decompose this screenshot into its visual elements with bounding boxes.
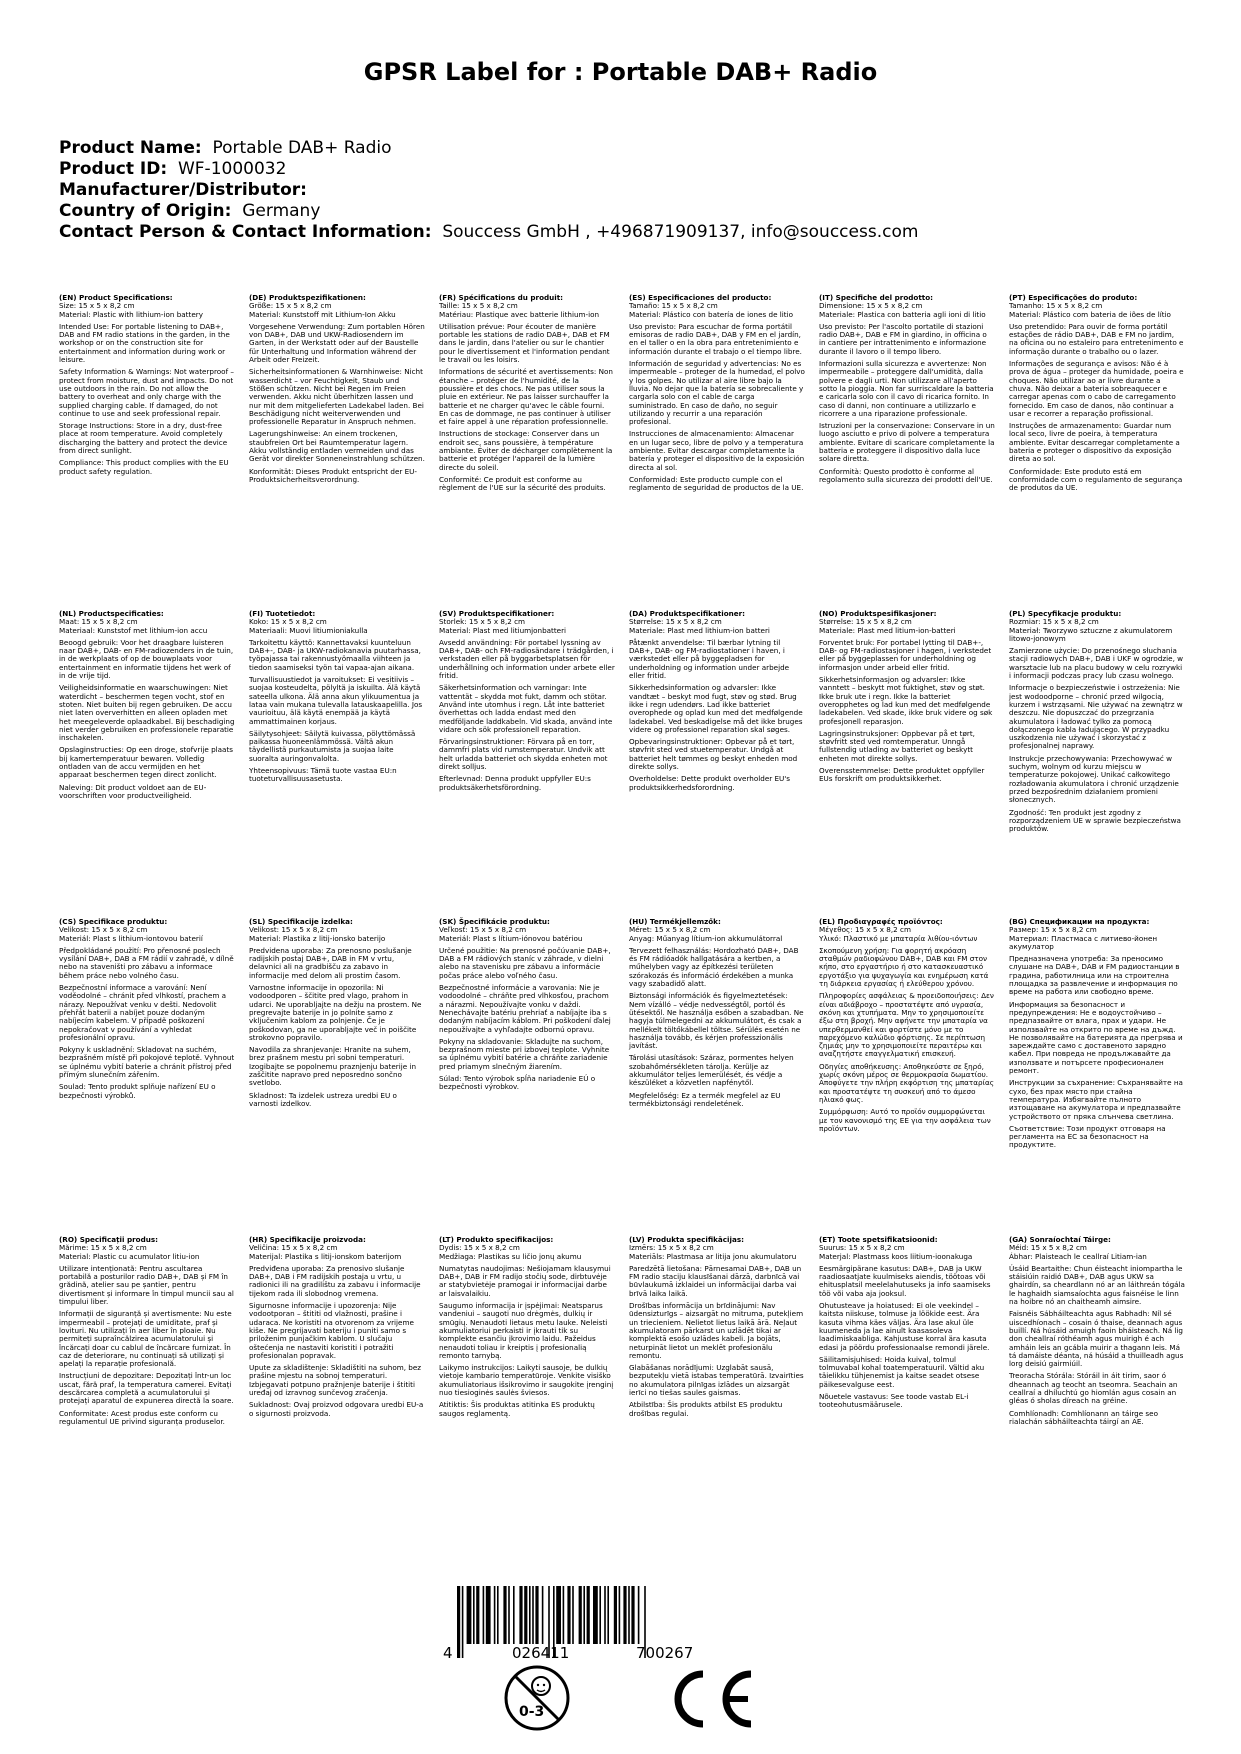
- section-size: Veličina: 15 x 5 x 8,2 cm: [249, 1243, 338, 1253]
- section-paragraph: Informacje o bezpieczeństwie i ostrzeżenia: Nie jest wodoodporne – chronić przed wilgocią, kurzem i wstrząsami. Nie używać na zewnątrz w deszczu. Nie dopuszczać do przegrzania akumulatora i ładować tylko za pomocą dołączonego kabla ładującego. W przypadku uszkodzenia nie używać i skorzystać z profesjonalnej naprawy.: [1009, 683, 1183, 751]
- section-paragraph: Veiligheidsinformatie en waarschuwingen: Niet waterdicht – beschermen tegen vocht, stof en stoten. Niet buiten bij regen gebruiken. De accu niet laten oververhitten en alleen opladen met het meegeleverde oplaadkabel. Bij beschadiging niet verder gebruiken en professionele reparatie inschakelen.: [59, 683, 235, 743]
- barcode-bar: [532, 1586, 534, 1644]
- section-heading: (RO) Specificații produs:: [59, 1235, 158, 1244]
- section-paragraph: Materiaali: Muovi litiumioniakulla: [249, 625, 368, 635]
- section-paragraph: Sukladnost: Ovaj proizvod odgovara uredbi EU-a o sigurnosti proizvoda.: [249, 1400, 424, 1418]
- section-heading: (ES) Especificaciones del producto:: [629, 293, 772, 302]
- section-size: Méret: 15 x 5 x 8,2 cm: [629, 925, 711, 935]
- section-paragraph: Материал: Пластмаса с литиево-йонен акумулатор: [1009, 933, 1158, 951]
- barcode-bar: [599, 1586, 601, 1644]
- section-paragraph: Conformidade: Este produto está em conformidade com o regulamento de segurança de produtos da UE.: [1009, 466, 1183, 493]
- spec-section: [819, 1236, 1009, 1430]
- section-paragraph: Tarkoitettu käyttö: Kannettavaksi kuunteluun DAB+-, DAB- ja UKW-radiokanavia puutarhassa, työpajassa tai rakennustyömaalla viihteen ja tiedon saamiseksi työn tai vapaa-ajan aikana.: [249, 637, 421, 672]
- section-paragraph: Predvidena uporaba: Za prenosno poslušanje radijskih postaj DAB+, DAB in FM v vrtu, delavnici ali na gradbišču za zabavo in informacije med delom ali prostim časom.: [249, 945, 412, 980]
- section-paragraph: Comhlíonadh: Comhlíonann an táirge seo rialachán sábháilteachta táirgí an AE.: [1009, 1408, 1158, 1426]
- section-paragraph: Compliance: This product complies with the EU product safety regulation.: [59, 458, 229, 476]
- section-heading: (GA) Sonraíochtaí Táirge:: [1009, 1235, 1111, 1244]
- section-paragraph: Υλικό: Πλαστικό με μπαταρία λιθίου-ιόντων: [819, 933, 978, 943]
- section-paragraph: Förvaringsinstruktioner: Förvara på en torr, dammfri plats vid rumstemperatur. Undvik att helt urladda batteriet och skydda enheten mot direkt solljus.: [439, 737, 608, 772]
- section-paragraph: Súlad: Tento výrobok spĺňa nariadenie EÚ o bezpečnosti výrobkov.: [439, 1074, 596, 1092]
- barcode-bar: [524, 1586, 527, 1644]
- section-paragraph: Bezpečnostní informace a varování: Není voděodolné – chránit před vlhkostí, prachem a nárazy. Nepoužívat venku v dešti. Nedovolit přehřát baterii a nabíjet pouze dodaným nabíjecím kabelem. V případě poškození nepokračovat v používání a vyhledat profesionální opravu.: [59, 983, 227, 1042]
- section-size: Mărime: 15 x 5 x 8,2 cm: [59, 1243, 147, 1253]
- section-paragraph: Atbilstība: Šis produkts atbilst ES produktu drošības regulai.: [629, 1400, 783, 1418]
- spec-section: [819, 918, 1009, 1154]
- barcode-bar: [607, 1586, 609, 1644]
- section-paragraph: Sikkerhedsinformation og advarsler: Ikke vandtæt – beskyt mod fugt, støv og stød. Brug ikke i regn udendørs. Lad ikke batteriet overophede og oplad kun med det medfølgende ladekabel. Ved beskadigelse må det ikke bruges videre og professionel reparation skal søges.: [629, 683, 803, 734]
- section-size: Μέγεθος: 15 x 5 x 8,2 cm: [819, 925, 911, 935]
- barcode-bar: [614, 1586, 617, 1644]
- barcode-group-2: 700267: [636, 1644, 694, 1662]
- spec-section: [439, 1236, 629, 1430]
- section-paragraph: Πληροφορίες ασφάλειας & προειδοποιήσεις: Δεν είναι αδιάβροχο – προστατέψτε από υγρασία, σκόνη και χτυπήματα. Μην το χρησιμοποιείτε έξω στη βροχή. Μην αφήνετε την μπαταρία να υπερθερμανθεί και φορτίστε μόνο με το παρεχόμενο καλώδιο φόρτισης. Σε περίπτωση ζημιάς μην το χρησιμοποιείτε περαιτέρω και αναζητήστε επαγγελματική επισκευή.: [819, 991, 994, 1059]
- section-paragraph: Σκοπούμενη χρήση: Για φορητή ακρόαση σταθμών ραδιοφώνου DAB+, DAB και FM στον κήπο, στο εργαστήριο ή στο κατασκευαστικό εργοτάξιο για ψυχαγωγία και ενημέρωση κατά τη διάρκεια εργασίας ή ελεύθερου χρόνου.: [819, 945, 989, 989]
- section-paragraph: Materiale: Plastica con batteria agli ioni di litio: [819, 309, 986, 319]
- section-paragraph: Material: Kunststoff mit Lithium-Ion Akku: [249, 309, 396, 319]
- section-heading: (HR) Specifikacije proizvoda:: [249, 1235, 366, 1244]
- section-paragraph: Uso pretendido: Para ouvir de forma portátil estações de rádio DAB+, DAB e FM no jardim, na oficina ou no estaleiro para entretenimento e informação durante o trabalho ou o lazer.: [1009, 321, 1184, 356]
- section-paragraph: Varnostne informacije in opozorila: Ni vodoodporen – ščitite pred vlago, prahom in udarci. Ne uporabljajte na dežju na prostem. Ne pregrevajte baterije in jo polnite samo z vključenim kablom za polnjenje. Če je poškodovan, ga ne uporabljajte več in poiščite strokovno popravilo.: [249, 983, 422, 1042]
- section-heading: (SV) Produktspecifikationer:: [439, 609, 555, 618]
- spec-section: [819, 610, 1009, 837]
- barcode-bar: [567, 1586, 570, 1644]
- section-paragraph: Sigurnosne informacije i upozorenja: Nije vodootporan – štititi od vlažnosti, prašine i udaraca. Ne koristiti na otvorenom za vrijeme kiše. Ne pregrijavati bateriju i puniti samo s priloženim punjačkim kablom. U slučaju oštećenja ne nastaviti koristiti i potražiti profesionalan popravak.: [249, 1301, 414, 1360]
- section-paragraph: Faisnéis Sábháilteachta agus Rabhadh: Níl sé uiscedhíonach – cosain ó thaise, deannach agus buillí. Ná húsáid amuigh faoin bháisteach. Ná lig don cheallraí róthéamh agus muirigh é ach amháin leis an gcábla muirir a thagann leis. Má tá damáiste déanta, ná húsáid a thuilleadh agus lorg deisiú gairmiúil.: [1009, 1309, 1184, 1369]
- section-paragraph: Určené použitie: Na prenosné počúvanie DAB+, DAB a FM rádiových staníc v záhrade, v dielni alebo na stavenisku pre zábavu a informácie počas práce alebo voľného času.: [439, 945, 611, 980]
- section-heading: (DE) Produktspezifikationen:: [249, 293, 366, 302]
- section-size: Maat: 15 x 5 x 8,2 cm: [59, 617, 138, 627]
- section-paragraph: Lagerungshinweise: An einem trockenen, staubfreien Ort bei Raumtemperatur lagern. Akku vollständig entladen vermeiden und das Gerät vor direkter Sonneneinstrahlung schützen.: [249, 429, 425, 464]
- section-paragraph: Materiaal: Kunststof met lithium-ion accu: [59, 625, 208, 635]
- section-paragraph: Avsedd användning: För portabel lyssning av DAB+, DAB- och FM-radiosändare i trädgården, i verkstaden eller på byggarbetsplatsen för underhållning och information under arbete eller fritid.: [439, 637, 615, 681]
- barcode-bar: [542, 1586, 544, 1644]
- section-paragraph: Megfelelőség: Ez a termék megfelel az EU termékbiztonsági rendeletének.: [629, 1090, 781, 1108]
- section-paragraph: Safety Information & Warnings: Not waterproof – protect from moisture, dust and impacts. Do not use outdoors in the rain. Do not allow the battery to overheat and only charge with the supplied charging cable. If damaged, do not continue to use and seek professional repair.: [59, 367, 234, 418]
- section-paragraph: Conformità: Questo prodotto è conforme al regolamento sulla sicurezza dei prodotti dell'UE.: [819, 466, 993, 484]
- section-paragraph: Συμμόρφωση: Αυτό το προϊόν συμμορφώνεται με τον κανονισμό της ΕΕ για την ασφάλεια των προϊόντων.: [819, 1107, 991, 1133]
- section-paragraph: Skladnost: Ta izdelek ustreza uredbi EU o varnosti izdelkov.: [249, 1090, 397, 1108]
- ce-mark-icon: [665, 1668, 755, 1730]
- section-paragraph: Uso previsto: Per l'ascolto portatile di stazioni radio DAB+, DAB e FM in giardino, in officina o in cantiere per intrattenimento e informazione durante il lavoro o il tempo libero.: [819, 321, 987, 356]
- spec-section: [249, 1236, 439, 1430]
- section-heading: (PL) Specyfikacje produktu:: [1009, 609, 1122, 618]
- barcode-bar: [457, 1586, 460, 1658]
- section-paragraph: Säkerhetsinformation och varningar: Inte vattentät – skydda mot fukt, damm och stötar. Använd inte utomhus i regn. Låt inte batteriet överhettas och ladda endast med den medföljande laddkabeln. Vid skada, använd inte vidare och sök professionell reparation.: [439, 683, 613, 734]
- barcode-bar: [529, 1586, 531, 1644]
- section-paragraph: Istruzioni per la conservazione: Conservare in un luogo asciutto e privo di polvere a temperatura ambiente. Evitare di scaricare completamente la batteria e proteggere il dispositivo dalla luce solare diretta.: [819, 421, 995, 464]
- section-paragraph: Úsáid Beartaithe: Chun éisteacht iniompartha le stáisiúin raidió DAB+, DAB agus UKW sa ghairdín, sa cheardlann nó ar an láithreán tógála le haghaidh siamsaíochta agus faisnéise le linn na hoibre nó an chaitheamh aimsire.: [1009, 1263, 1185, 1307]
- spec-section: [59, 918, 249, 1154]
- barcode-bar: [572, 1586, 574, 1644]
- section-paragraph: Instrucciones de almacenamiento: Almacenar en un lugar seco, libre de polvo y a temperatura ambiente. Evitar descargar completamente la batería y proteger el dispositivo de la exposición directa al sol.: [629, 429, 805, 472]
- spec-section: [439, 918, 629, 1154]
- spec-section: [439, 294, 629, 497]
- product-info: [59, 138, 1189, 243]
- section-heading: (FI) Tuotetiedot:: [249, 609, 316, 618]
- barcode-bar: [497, 1586, 499, 1644]
- section-size: Rozmiar: 15 x 5 x 8,2 cm: [1009, 617, 1099, 627]
- section-paragraph: Overensstemmelse: Dette produktet oppfyller EUs forskrift om produktsikkerhet.: [819, 766, 985, 784]
- section-size: Koko: 15 x 5 x 8,2 cm: [249, 617, 327, 627]
- barcode-bar: [593, 1586, 598, 1644]
- spec-section: [629, 294, 819, 497]
- section-paragraph: Informations de sécurité et avertissements: Non étanche – protéger de l'humidité, de la poussière et des chocs. Ne pas utiliser sous la pluie en extérieur. Ne pas laisser surchauffer la batterie et ne charger qu'avec le câble fourni. En cas de dommage, ne pas continuer à utiliser et faire appel à une réparation professionnelle.: [439, 367, 613, 427]
- section-paragraph: Navodila za shranjevanje: Hranite na suhem, brez prašnem mestu pri sobni temperaturi. Izogibajte se popolnemu praznjenju baterije in zaščitite napravo pred neposredno sončno svetlobo.: [249, 1045, 417, 1088]
- section-size: Размер: 15 x 5 x 8,2 cm: [1009, 925, 1097, 935]
- section-size: Storlek: 15 x 5 x 8,2 cm: [439, 617, 526, 627]
- barcode-bar: [631, 1586, 634, 1644]
- section-paragraph: Informații de siguranță și avertismente: Nu este impermeabil – protejați de umiditate, praf și lovituri. Nu utilizați în aer liber în ploaie. Nu permiteți supraîncălzirea acumulatorului și încărcați doar cu cablul de încărcare furnizat. În caz de deteriorare, nu continuați să utilizați și apelați la reparație profesională.: [59, 1309, 232, 1369]
- section-paragraph: Pokyny k uskladnění: Skladovat na suchém, bezprašném místě při pokojové teplotě. Vyhnout se úplnému vybití baterie a chránit přístroj před přímým slunečním zářením.: [59, 1045, 235, 1080]
- barcode-bar: [494, 1586, 496, 1644]
- section-size: Velikost: 15 x 5 x 8,2 cm: [59, 925, 148, 935]
- barcode-bar: [638, 1586, 640, 1644]
- section-paragraph: Съответствие: Този продукт отговаря на регламента на ЕС за безопасност на продуктите.: [1009, 1123, 1166, 1150]
- section-heading: (DA) Produktspecifikationer:: [629, 609, 746, 618]
- section-paragraph: Numatytas naudojimas: Nešiojamam klausymui DAB+, DAB ir FM radijo stočių sode, dirbtuvėje ar statybvietėje pramogai ir informacijai darbe ar laisvalaikiu.: [439, 1263, 611, 1298]
- section-paragraph: Laikymo instrukcijos: Laikyti sausoje, be dulkių vietoje kambario temperatūroje. Venkite visiško akumuliatoriaus išsikrovimo ir saugokite įrenginį nuo tiesioginės saulės šviesos.: [439, 1363, 614, 1398]
- barcode-bar: [556, 1586, 561, 1644]
- section-paragraph: Glabāšanas norādījumi: Uzglabāt sausā, bezputekļu vietā istabas temperatūrā. Izvairīties no akumulatora pilnīgas izlādes un aizsargāt ierīci no tiešas saules gaismas.: [629, 1363, 804, 1398]
- section-paragraph: Lagringsinstruksjoner: Oppbevar på et tørt, støvfritt sted ved romtemperatur. Unngå fullstendig utlading av batteriet og beskytt enheten mot direkte sollys.: [819, 728, 975, 763]
- barcode-bar: [619, 1586, 621, 1644]
- barcode-bar: [623, 1586, 626, 1644]
- section-paragraph: Materiāls: Plastmasa ar litija jonu akumulatoru: [629, 1251, 797, 1261]
- section-paragraph: Materiał: Tworzywo sztuczne z akumulatorem litowo-jonowym: [1009, 625, 1173, 643]
- barcode-bar: [508, 1586, 510, 1644]
- section-heading: (NL) Productspecificaties:: [59, 609, 164, 618]
- section-paragraph: Nõuetele vastavus: See toode vastab EL-i tooteohutusmäärusele.: [819, 1392, 969, 1410]
- spec-section: [439, 610, 629, 837]
- section-paragraph: Información de seguridad y advertencias: No es impermeable – proteger de la humedad, el polvo y los golpes. No utilizar al aire libre bajo la lluvia. No dejar que la batería se sobrecaliente y cargarla solo con el cable de carga suministrado. En caso de daño, no seguir utilizando y recurrir a una reparación profesional.: [629, 359, 805, 427]
- barcode-bar: [628, 1586, 630, 1644]
- section-paragraph: Drošības informācija un brīdinājumi: Nav ūdensizturīgs – aizsargāt no mitruma, putekļiem un triecieniem. Nelietot lietus laikā ārā. Neļaut akumulatoram pārkarst un uzlādēt tikai ar komplektā esošo uzlādes kabeli. Ja bojāts, neturpināt lietot un meklēt profesionālu remontu.: [629, 1301, 804, 1360]
- spec-row: [59, 918, 1199, 1154]
- section-heading: (ET) Toote spetsifikatsioonid:: [819, 1235, 938, 1244]
- info-country: Country of Origin: Germany: [59, 201, 321, 221]
- section-paragraph: Säilitamisjuhised: Hoida kuival, tolmul tolmuvabal kohal toatemperatuuril. Vältid aku täielikku tühjenemist ja kaitse seadet otsese päikesevalguse eest.: [819, 1354, 985, 1389]
- section-paragraph: Eesmärgipärane kasutus: DAB+, DAB ja UKW raadiosaatjate kuulmiseks aiendis, töötoas või ehitusplatsil meelelahutuseks ja info saamiseks töö või vaba aja jooksul.: [819, 1263, 991, 1298]
- section-paragraph: Paredzētā lietošana: Pārnesamai DAB+, DAB un FM radio staciju klausīšanai dārzā, darbnīcā vai būvlaukumā izklaidei un informācijai darba vai brīvā laika laikā.: [629, 1263, 802, 1298]
- section-paragraph: Efterlevnad: Denna produkt uppfyller EU:s produktsäkerhetsförordning.: [439, 774, 591, 792]
- barcode-bar: [563, 1586, 565, 1644]
- section-paragraph: Intended Use: For portable listening to DAB+, DAB and FM radio stations in the garden, in the workshop or on the construction site for entertainment and information during work or leisure.: [59, 321, 230, 365]
- section-paragraph: Instrucțiuni de depozitare: Depozitați într-un loc uscat, fără praf, la temperatura camerei. Evitați descărcarea completă a acumulatorului și protejați aparatul de expunerea directă la soare.: [59, 1371, 234, 1406]
- section-size: Veľkosť: 15 x 5 x 8,2 cm: [439, 925, 527, 935]
- section-paragraph: Materjal: Plastmass koos liitium-ioonakuga: [819, 1251, 973, 1261]
- section-paragraph: Material: Plast med litiumjonbatteri: [439, 625, 567, 635]
- page-title: GPSR Label for : Portable DAB+ Radio: [363, 58, 878, 86]
- age-warning-0-3-icon: [503, 1664, 571, 1732]
- section-paragraph: Saugumo informacija ir įspėjimai: Neatsparus vandeniui – saugoti nuo drėgmės, dulkių ir smūgių. Nenaudoti lietaus metu lauke. Neleisti akumuliatoriui perkaisti ir įkrauti tik su komplekte esančiu įkrovimo laidu. Pažeidus nenaudoti toliau ir kreiptis į profesionalią remonto tarnybą.: [439, 1301, 608, 1360]
- section-paragraph: Инструкции за съхранение: Съхранявайте на сухо, без прах място при стайна температура. Избягвайте пълното изтощаване на акумулатора и предпазвайте устройството от пряка слънчева светлина.: [1009, 1078, 1183, 1121]
- spec-section: [249, 918, 439, 1154]
- barcode-bar: [483, 1586, 485, 1644]
- section-heading: (PT) Especificações do produto:: [1009, 293, 1138, 302]
- section-paragraph: Uso previsto: Para escuchar de forma portátil emisoras de radio DAB+, DAB y FM en el jardín, en el taller o en la obra para entretenimiento e información durante el trabajo o el tiempo libre.: [629, 321, 802, 356]
- spec-row: [59, 1236, 1199, 1430]
- section-paragraph: Anyag: Műanyag lítium-ion akkumulátorral: [629, 933, 783, 943]
- section-paragraph: Atitiktis: Šis produktas atitinka ES produktų saugos reglamentą.: [439, 1400, 595, 1418]
- spec-row: [59, 610, 1199, 837]
- section-paragraph: Opbevaringsinstruktioner: Opbevar på et tørt, støvfrit sted ved stuetemperatur. Undgå at batteriet helt tømmes og beskyt enheden mod direkte sollys.: [629, 737, 798, 772]
- section-paragraph: Turvallisuustiedot ja varoitukset: Ei vesitiivis – suojaa kosteudelta, pölyltä ja iskuilta. Älä käytä sateella ulkona. Älä anna akun ylikuumentua ja lataa vain mukana tulevalla latauskaapelilla. Jos vaurioituu, älä käytä enempää ja käytä ammattimainen korjaus.: [249, 675, 423, 726]
- section-heading: (SK) Špecifikácie produktu:: [439, 917, 550, 926]
- section-heading: (SL) Specifikacije izdelka:: [249, 917, 353, 926]
- barcode-bar: [579, 1586, 582, 1644]
- spec-section: [819, 294, 1009, 497]
- section-size: Taille: 15 x 5 x 8,2 cm: [439, 301, 518, 311]
- spec-section: [249, 610, 439, 837]
- section-heading: (IT) Specifiche del prodotto:: [819, 293, 934, 302]
- section-paragraph: Tervezett felhasználás: Hordozható DAB+, DAB és FM rádióadók hallgatására a kertben, a műhelyben vagy az építkezési területen szórakozás és információ érdekében a munka vagy szabadidő alatt.: [629, 945, 799, 989]
- barcode-bar: [535, 1586, 538, 1644]
- section-paragraph: Storage Instructions: Store in a dry, dust-free place at room temperature. Avoid completely discharging the battery and protect the device from direct sunlight.: [59, 421, 228, 456]
- section-paragraph: Sicherheitsinformationen & Warnhinweise: Nicht wasserdicht – vor Feuchtigkeit, Staub und Stößen schützen. Nicht bei Regen im Freien verwenden. Akku nicht überhitzen lassen und nur mit dem mitgelieferten Ladekabel laden. Bei Beschädigung nicht weiterverwenden und professionelle Reparatur in Anspruch nehmen.: [249, 367, 424, 427]
- barcode-bar: [587, 1586, 590, 1644]
- section-heading: (LV) Produkta specifikācijas:: [629, 1235, 744, 1244]
- barcode-bar: [583, 1586, 585, 1644]
- section-size: Dydis: 15 x 5 x 8,2 cm: [439, 1243, 520, 1253]
- section-paragraph: Material: Plástico con batería de iones de litio: [629, 309, 794, 319]
- section-heading: (CS) Specifikace produktu:: [59, 917, 168, 926]
- section-paragraph: Medžiaga: Plastikas su ličio jonų akumu: [439, 1251, 582, 1261]
- barcode-bar: [604, 1586, 606, 1644]
- section-paragraph: Zgodność: Ten produkt jest zgodny z rozporządzeniem UE w sprawie bezpieczeństwa produktów.: [1009, 807, 1181, 834]
- section-paragraph: Ábhar: Plaisteach le ceallraí Litiam-ian: [1009, 1251, 1147, 1261]
- section-paragraph: Информация за безопасност и предупреждения: Не е водоустойчиво – предпазвайте от влага, прах и удари. Не използвайте на открито по време на дъжд. Не позволявайте на батерията да прегрява и зареждайте само с доставеното зарядно кабел. При повреда не продължавайте да използвате и потърсете професионален ремонт.: [1009, 999, 1183, 1076]
- section-heading: (HU) Termékjellemzők:: [629, 917, 721, 926]
- spec-section: [629, 1236, 819, 1430]
- section-paragraph: Materiale: Plast med litium-ion-batteri: [819, 625, 956, 635]
- section-paragraph: Predviđena uporaba: Za prenosivo slušanje DAB+, DAB i FM radijskih postaja u vrtu, u radionici ili na gradilištu za zabavu i informacije tijekom rada ili slobodnog vremena.: [249, 1263, 421, 1298]
- barcode-bar: [519, 1586, 522, 1644]
- section-paragraph: Soulad: Tento produkt splňuje nařízení EU o bezpečnosti výrobků.: [59, 1082, 216, 1100]
- section-paragraph: Instrukcje przechowywania: Przechowywać w suchym, wolnym od kurzu miejscu w temperaturze pokojowej. Unikać całkowitego rozładowania akumulatora i chronić urządzenie przed bezpośrednim działaniem promieni słonecznych.: [1009, 753, 1179, 805]
- section-size: Størrelse: 15 x 5 x 8,2 cm: [629, 617, 722, 627]
- section-paragraph: Instruções de armazenamento: Guardar num local seco, livre de poeira, à temperatura ambiente. Evitar descarregar completamente a bateria e proteger o dispositivo da exposição direta ao sol.: [1009, 421, 1180, 464]
- age-range-text: 0-3: [519, 1704, 545, 1720]
- spec-section: [629, 918, 819, 1154]
- section-paragraph: Vorgesehene Verwendung: Zum portablen Hören von DAB+, DAB und UKW-Radiosendern im Garten, in der Werkstatt oder auf der Baustelle für Unterhaltung und Information während der Arbeit oder Freizeit.: [249, 321, 425, 365]
- barcode-bar: [473, 1586, 475, 1644]
- section-paragraph: Οδηγίες αποθήκευσης: Αποθηκεύστε σε ξηρό, χωρίς σκόνη μέρος σε θερμοκρασία δωματίου. Αποφύγετε την πλήρη εκφόρτιση της μπαταρίας και προστατέψτε τη συσκευή από το άμεσο ηλιακό φως.: [819, 1061, 994, 1104]
- section-paragraph: Påtænkt anvendelse: Til bærbar lytning til DAB+, DAB- og FM-radiostationer i haven, i værkstedet eller på byggepladsen for underholdning og information under arbejde eller fritid.: [629, 637, 790, 681]
- info-contact: Contact Person & Contact Information: Souccess GmbH , +496871909137, info@souccess.com: [59, 222, 919, 242]
- section-paragraph: Material: Plastic cu acumulator litiu-ion: [59, 1251, 200, 1261]
- section-size: Größe: 15 x 5 x 8,2 cm: [249, 301, 332, 311]
- section-size: Tamaño: 15 x 5 x 8,2 cm: [629, 301, 718, 311]
- info-product-name: Product Name: Portable DAB+ Radio: [59, 138, 392, 158]
- section-paragraph: Bezpečnostné informácie a varovania: Nie je vodoodolné – chráňte pred vlhkosťou, prachom a nárazmi. Nepoužívajte vonku v daždi. Nenechávajte batériu prehriať a nabíjajte iba s dodaným nabíjacím káblom. Pri poškodení ďalej nepoužívajte a vyhľadajte odbornú opravu.: [439, 983, 611, 1034]
- section-paragraph: Předpokládané použití: Pro přenosné poslech vysílání DAB+, DAB a FM rádií v zahradě, v dílně nebo na staveništi pro zábavu a informace během práce nebo volného času.: [59, 945, 234, 980]
- section-paragraph: Utilisation prévue: Pour écouter de manière portable les stations de radio DAB+, DAB et FM dans le jardin, dans l'atelier ou sur le chantier pour le divertissement et l'information pendant le travail ou les loisirs.: [439, 321, 610, 365]
- section-paragraph: Yhteensopivuus: Tämä tuote vastaa EU:n tuoteturvallisuusasetusta.: [249, 766, 397, 784]
- info-product-id: Product ID: WF-1000032: [59, 159, 287, 179]
- section-heading: (FR) Spécifications du produit:: [439, 293, 564, 302]
- section-paragraph: Предназначена употреба: За преносимо слушане на DAB+, DAB и FM радиостанции в градина, работилница или на строителна площадка за развлечение и информация по време на работа или свободно време.: [1009, 954, 1180, 997]
- section-paragraph: Biztonsági információk és figyelmeztetések: Nem vízálló – védje nedvességtől, portól és ütésektől. Ne használja esőben a szabadban. Ne hagyja túlmelegedni az akkumulátort, és csak a mellékelt töltőkábellel töltse. Sérülés esetén ne használja tovább, és kérjen professzionális javítást.: [629, 991, 804, 1051]
- spec-section: [1009, 294, 1199, 497]
- section-paragraph: Upute za skladištenje: Skladištiti na suhom, bez prašine mjestu na sobnoj temperaturi. Izbjegavati potpuno pražnjenje baterije i štititi uređaj od izravnog sunčevog zračenja.: [249, 1363, 422, 1398]
- spec-section: [629, 610, 819, 837]
- barcode-bar: [503, 1586, 506, 1644]
- section-heading: (EN) Product Specifications:: [59, 293, 173, 302]
- section-paragraph: Materiál: Plast s lítium-iónovou batériou: [439, 933, 583, 943]
- info-manufacturer: Manufacturer/Distributor:: [59, 180, 307, 200]
- spec-section: [1009, 610, 1199, 837]
- section-paragraph: Treoracha Stórála: Stóráil in áit tirim, saor ó dheannach ag teocht an tseomra. Seachain an ceallraí a dhíluchtú go hiomlán agus cosain an gléas ó sholas díreach na gréine.: [1009, 1371, 1178, 1406]
- section-paragraph: Materijal: Plastika s litij-ionskom baterijom: [249, 1251, 402, 1261]
- section-paragraph: Conformitate: Acest produs este conform cu regulamentul UE privind siguranța produselor.: [59, 1408, 225, 1426]
- section-paragraph: Material: Plastika z litij-ionsko baterijo: [249, 933, 386, 943]
- section-paragraph: Overholdelse: Dette produkt overholder EU's produktsikkerhedsforordning.: [629, 774, 791, 792]
- spec-row: [59, 294, 1199, 497]
- section-paragraph: Material: Plastic with lithium-ion battery: [59, 309, 203, 319]
- section-paragraph: Informações de segurança e avisos: Não é à prova de água – proteger da humidade, poeira e choques. Não utilizar ao ar livre durante a chuva. Não deixar a bateria sobreaquecer e carregar apenas com o cabo de carregamento fornecido. Em caso de danos, não continuar a usar e recorrer a reparação profissional.: [1009, 359, 1184, 418]
- section-paragraph: Zamierzone użycie: Do przenośnego słuchania stacji radiowych DAB+, DAB i UKF w ogrodzie, w warsztacie lub na placu budowy w celu rozrywki i informacji podczas pracy lub czasu wolnego.: [1009, 646, 1184, 681]
- section-paragraph: Pokyny na skladovanie: Skladujte na suchom, bezprašnom mieste pri izbovej teplote. Vyhnite sa úplnému vybití batérie a chráňte zariadenie pred priamym slnečným žiarením.: [439, 1036, 610, 1071]
- section-paragraph: Forventet bruk: For portabel lytting til DAB+-, DAB- og FM-radiostasjoner i hagen, i verkstedet eller på byggeplassen for underholdning og informasjon under arbeid eller fritid.: [819, 637, 992, 672]
- spec-section: [59, 294, 249, 497]
- section-paragraph: Materiale: Plast med lithium-ion batteri: [629, 625, 770, 635]
- section-size: Tamanho: 15 x 5 x 8,2 cm: [1009, 301, 1103, 311]
- section-heading: (NO) Produktspesifikasjoner:: [819, 609, 937, 618]
- barcode-digit-lead: 4: [443, 1644, 453, 1662]
- section-size: Izmērs: 15 x 5 x 8,2 cm: [629, 1243, 714, 1253]
- spec-section: [249, 294, 439, 497]
- barcode-bar: [476, 1586, 479, 1644]
- section-paragraph: Sikkerhetsinformasjon og advarsler: Ikke vanntett – beskytt mot fuktighet, støv og støt. Ikke bruk ute i regn. Ikke la batteriet overopphetes og lad kun med det medfølgende ladekabelen. Ved skade, ikke bruk videre og søk profesjonell reparasjon.: [819, 675, 993, 726]
- section-size: Velikost: 15 x 5 x 8,2 cm: [249, 925, 338, 935]
- section-paragraph: Materiál: Plast s lithium-iontovou baterií: [59, 933, 203, 943]
- section-paragraph: Konformität: Dieses Produkt entspricht der EU-Produktsicherheitsverordnung.: [249, 466, 418, 484]
- section-paragraph: Material: Plástico com bateria de iões de lítio: [1009, 309, 1171, 319]
- barcode-group-1: 026411: [512, 1644, 570, 1662]
- section-paragraph: Informazioni sulla sicurezza e avvertenze: Non impermeabile – proteggere dall'umidità, dalla polvere e dagli urti. Non utilizzare all'aperto sotto la pioggia. Non far surriscaldare la batteria e caricarla solo con il cavo di ricarica fornito. In caso di danni, non continuare a utilizzarlo e ricorrere a una riparazione professionale.: [819, 359, 994, 418]
- section-size: Size: 15 x 5 x 8,2 cm: [59, 301, 135, 311]
- section-paragraph: Utilizare intenționată: Pentru ascultarea portabilă a posturilor radio DAB+, DAB și FM în grădină, atelier sau pe șantier, pentru divertisment și informare în timpul muncii sau al timpului liber.: [59, 1263, 234, 1307]
- spec-section: [59, 1236, 249, 1430]
- section-size: Méid: 15 x 5 x 8,2 cm: [1009, 1243, 1087, 1253]
- section-heading: (BG) Спецификации на продукта:: [1009, 917, 1150, 926]
- section-size: Suurus: 15 x 5 x 8,2 cm: [819, 1243, 905, 1253]
- barcode-bar: [513, 1586, 515, 1644]
- spec-section: [1009, 918, 1199, 1154]
- barcode-bar: [467, 1586, 472, 1644]
- spec-section: [59, 610, 249, 837]
- section-paragraph: Opslaginstructies: Op een droge, stofvrije plaats bij kamertemperatuur bewaren. Volledig ontladen van de accu vermijden en het apparaat beschermen tegen direct zonlicht.: [59, 745, 234, 780]
- spec-section: [1009, 1236, 1199, 1430]
- section-paragraph: Säilytysohjeet: Säilytä kuivassa, pölyttömässä paikassa huoneenlämmössä. Vältä akun täydellistä purkautumista ja suojaa laite suoralta auringonvalolta.: [249, 728, 416, 763]
- section-paragraph: Instructions de stockage: Conserver dans un endroit sec, sans poussière, à température ambiante. Éviter de décharger complètement la batterie et protéger l'appareil de la lumière directe du soleil.: [439, 429, 613, 472]
- section-paragraph: Beoogd gebruik: Voor het draagbare luisteren naar DAB+, DAB- en FM-radiozenders in de tuin, in de werkplaats of op de bouwplaats voor entertainment en informatie tijdens het werk of in de vrije tijd.: [59, 637, 234, 681]
- section-paragraph: Conformité: Ce produit est conforme au règlement de l'UE sur la sécurité des produits.: [439, 474, 606, 493]
- section-paragraph: Conformidad: Este producto cumple con el reglamento de seguridad de productos de la UE.: [629, 474, 804, 493]
- barcode-bar: [462, 1586, 464, 1658]
- section-paragraph: Tárolási utasítások: Száraz, pormentes helyen szobahőmérsékleten tárolja. Kerülje az akkumulátor teljes lemerülését, és védje a készüléket a közvetlen napfénytől.: [629, 1053, 794, 1088]
- section-size: Størrelse: 15 x 5 x 8,2 cm: [819, 617, 912, 627]
- section-size: Dimensione: 15 x 5 x 8,2 cm: [819, 301, 923, 311]
- section-paragraph: Naleving: Dit product voldoet aan de EU-voorschriften voor productveiligheid.: [59, 782, 207, 800]
- section-heading: (LT) Produkto specifikacijos:: [439, 1235, 554, 1244]
- section-heading: (EL) Προδιαγραφές προϊόντος:: [819, 917, 943, 926]
- section-paragraph: Matériau: Plastique avec batterie lithium-ion: [439, 309, 600, 319]
- section-paragraph: Ohutusteave ja hoiatused: Ei ole veekindel – kaitsta niiskuse, tolmuse ja löökide eest. Ära kasuta vihma käes väljas. Ära lase akul üle kuumeneda ja lae ainult kaasasoleva laadimiskaabliga. Kahjustuse korral ära kasuta edasi ja pöördu professionaalse remondi järele.: [819, 1301, 990, 1352]
- barcode-bar: [486, 1586, 491, 1644]
